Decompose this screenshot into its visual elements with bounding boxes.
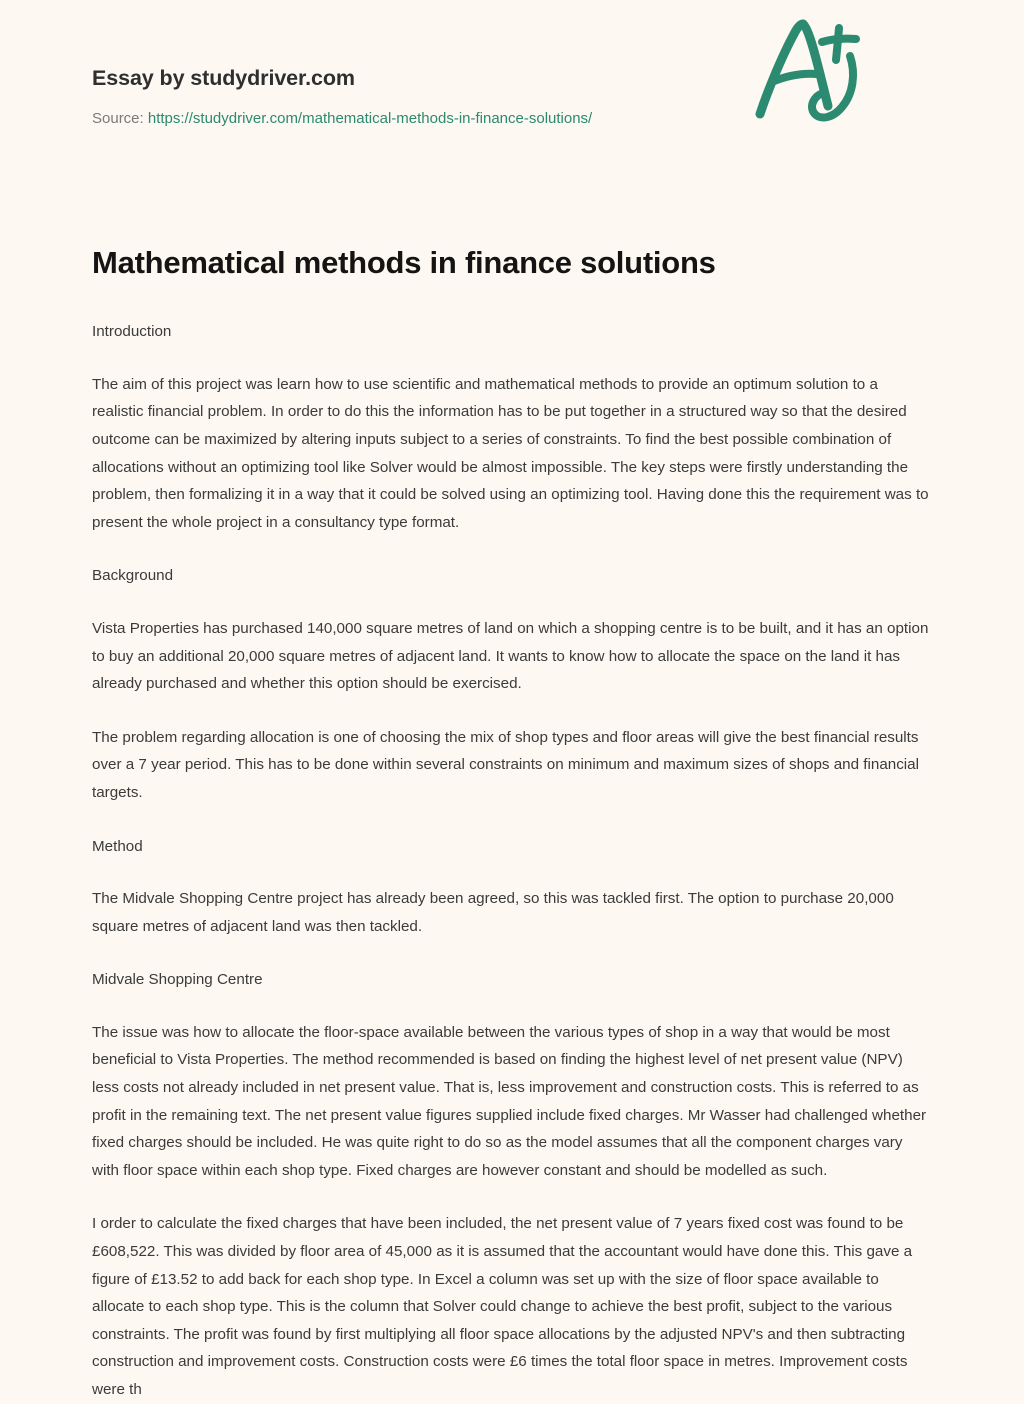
studydriver-a-plus-logo-icon	[738, 6, 868, 132]
page-title: Mathematical methods in finance solutions	[92, 245, 716, 280]
body-paragraph: The aim of this project was learn how to use scientific and mathematical methods to provide an optimum solution to a realistic financial problem. In order to do this the information has to be put together in a structured way so that the desired outcome can be maximized by altering inputs subject to a series of constraints. To find the best possible combination of allocations without an optimizing tool like Solver would be almost impossible. The key steps were firstly understanding the problem, then formalizing it in a way that it could be solved using an optimizing tool. Having done this the requirement was to present the whole project in a consultancy type format.	[92, 375, 929, 531]
section-heading: Method	[92, 837, 143, 855]
page-header	[92, 0, 932, 127]
source-label: Source:	[92, 109, 144, 127]
section-heading: Introduction	[92, 323, 172, 341]
site-title: Essay by studydriver.com	[92, 66, 355, 90]
body-paragraph: I order to calculate the fixed charges that have been included, the net present value of 7 years fixed cost was found to be £608,522. This was divided by floor area of 45,000 as it is assumed that the accountant would have done this. This gave a figure of £13.52 to add back for each shop type. In Excel a column was set up with the size of floor space available to allocate to each shop type. This is the column that Solver could change to achieve the best profit, subject to the various constraints. The profit was found by first multiplying all floor space allocations by the adjusted NPV's and then subtracting construction and improvement costs. Construction costs were £6 times the total floor space in metres. Improvement costs were th	[92, 1215, 913, 1398]
body-paragraph: The Midvale Shopping Centre project has already been agreed, so this was tackled first. The option to purchase 20,000 square metres of adjacent land was then tackled.	[92, 890, 894, 935]
body-paragraph: The issue was how to allocate the floor-space available between the various types of shop in a way that would be most beneficial to Vista Properties. The method recommended is based on finding the highest level of net present value (NPV) less costs not already included in net present value. That is, less improvement and construction costs. This is referred to as profit in the remaining text. The net present value figures supplied include fixed charges. Mr Wasser had challenged whether fixed charges should be included. He was quite right to do so as the model assumes that all the component charges vary with floor space within each shop type. Fixed charges are however constant and should be modelled as such.	[92, 1023, 927, 1179]
body-paragraph: The problem regarding allocation is one of choosing the mix of shop types and floor areas will give the best financial results over a 7 year period. This has to be done within several constraints on minimum and maximum sizes of shops and financial targets.	[92, 728, 920, 801]
document-body	[92, 281, 932, 1403]
source-url-link[interactable]: https://studydriver.com/mathematical-methods-in-finance-solutions/	[147, 109, 593, 127]
body-paragraph: Vista Properties has purchased 140,000 square metres of land on which a shopping centre is to be built, and it has an option to buy an additional 20,000 square metres of adjacent land. It wants to know how to allocate the space on the land it has already purchased and whether this option should be exercised.	[92, 619, 929, 693]
section-heading: Midvale Shopping Centre	[92, 971, 263, 989]
section-heading: Background	[92, 567, 174, 585]
